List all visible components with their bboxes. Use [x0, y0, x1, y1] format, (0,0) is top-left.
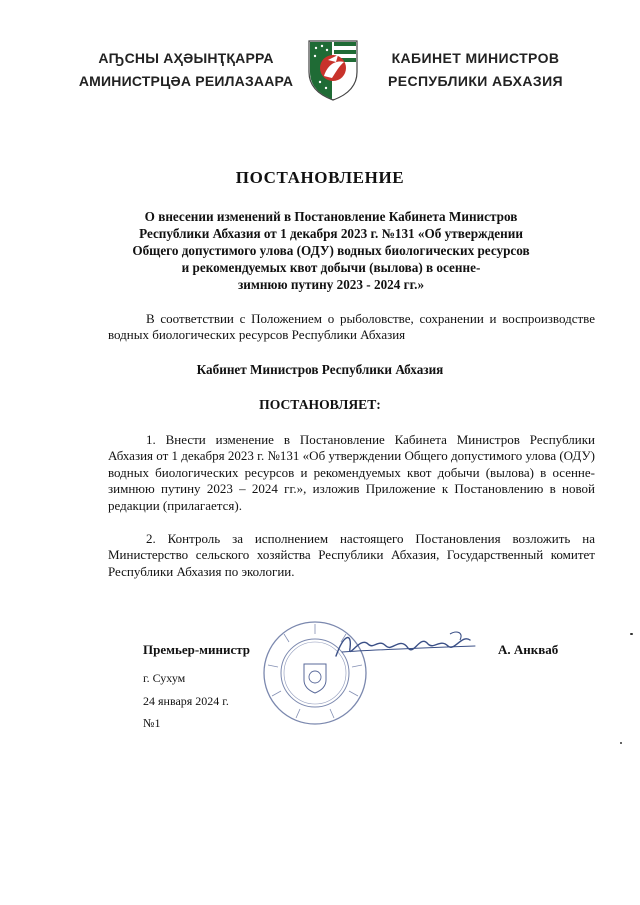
signatory-name: А. Анкваб	[498, 642, 559, 657]
state-emblem-icon	[306, 38, 360, 102]
scan-speck	[620, 742, 622, 744]
subject-line: Общего допустимого улова (ОДУ) водных биологических ресурсов	[132, 243, 530, 258]
document-date: 24 января 2024 г.	[143, 694, 229, 708]
document-city: г. Сухум	[143, 671, 186, 685]
subject-line: и рекомендуемых квот добычи (вылова) в осенне-	[181, 260, 481, 275]
header-right-line1: КАБИНЕТ МИНИСТРОВ	[391, 50, 560, 66]
subject-line: Республики Абхазия от 1 декабря 2023 г. №131 «Об утверждении	[139, 226, 523, 241]
header-right-russian	[368, 47, 583, 93]
handwritten-signature-icon	[330, 626, 480, 666]
resolution-item-1: 1. Внести изменение в Постановление Кабинета Министров Республики Абхазия от 1 декабря 2023 г. №131 «Об утверждении Общего допустимого улова (ОДУ) водных биологических ресурсов и рекомендуемых квот добычи (вылова) в осенне-зимнюю путину 2023 – 2024 гг.», изложив Приложение к Постановлению в новой редакции (прилагается).	[108, 432, 595, 513]
scan-speck	[630, 633, 633, 635]
subject-line: О внесении изменений в Постановление Кабинета Министров	[144, 209, 518, 224]
resolves-heading: ПОСТАНОВЛЯЕТ:	[259, 397, 381, 412]
header-left-line1: АҦСНЫ АҲӘЫНҬҚАРРА	[98, 50, 274, 66]
document-number: №1	[143, 716, 161, 730]
header-right-line2: РЕСПУБЛИКИ АБХАЗИЯ	[387, 73, 564, 89]
document-title: ПОСТАНОВЛЕНИЕ	[235, 168, 405, 187]
signatory-position: Премьер-министр	[143, 642, 251, 657]
document-subject	[96, 208, 566, 293]
subject-line: зимнюю путину 2023 - 2024 гг.»	[237, 277, 425, 292]
preamble-paragraph: В соответствии с Положением о рыболовстве, сохранении и воспроизводстве водных биологических ресурсов Республики Абхазия	[108, 311, 595, 343]
issuer-heading: Кабинет Министров Республики Абхазия	[196, 362, 444, 377]
header-left-line2: АМИНИСТРЦӘА РЕИЛАЗААРА	[78, 73, 294, 89]
resolution-item-2: 2. Контроль за исполнением настоящего Постановления возложить на Министерство сельского хозяйства Республики Абхазия, Государственный комитет Республики Абхазия по экологии.	[108, 531, 595, 579]
header-left-abkhaz	[66, 47, 306, 93]
